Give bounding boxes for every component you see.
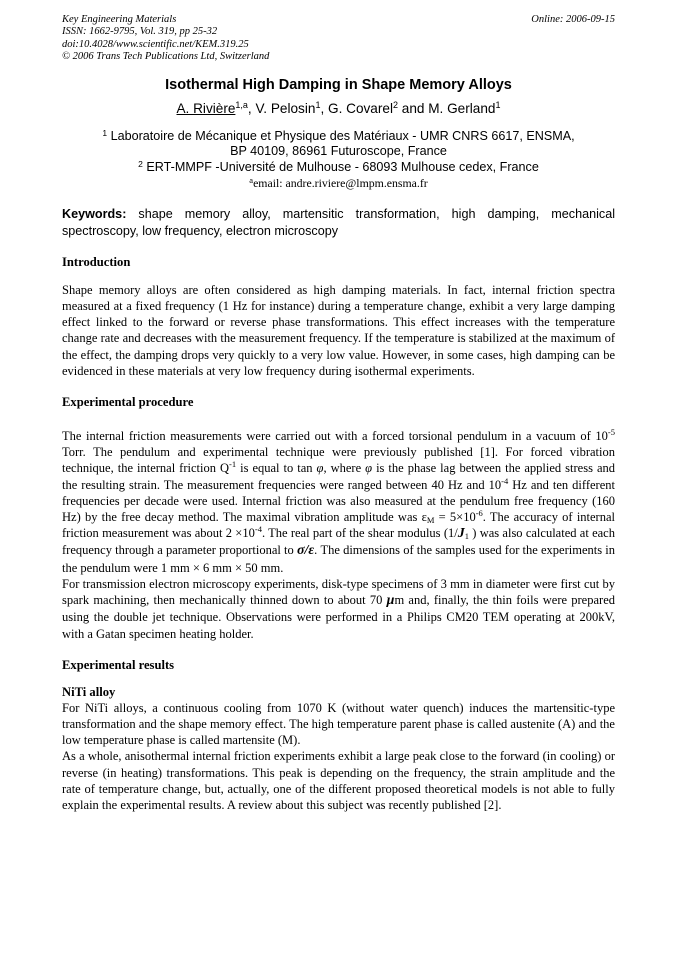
- email-line: [62, 176, 615, 192]
- exponent: -5: [607, 427, 615, 438]
- author-list: [62, 101, 615, 116]
- niti-subheading: NiTi alloy: [62, 684, 116, 699]
- keywords: [62, 206, 615, 238]
- text-run: ) was also calculated at each frequency through a parameter proportional to: [62, 526, 615, 558]
- text-run: . The accuracy of internal friction measurement was about 2 ×10: [62, 510, 615, 541]
- keywords-text: shape memory alloy, martensitic transformation, high damping, mechanical spectroscopy, low frequency, electron microscopy: [62, 207, 615, 238]
- procedure-paragraph-2: [62, 576, 615, 642]
- affiliation-1-line-1: Laboratoire de Mécanique et Physique des Matériaux - UMR CNRS 6617, ENSMA,: [110, 128, 575, 143]
- paper-title: Isothermal High Damping in Shape Memory Alloys: [165, 76, 512, 93]
- author-3: , G. Covarel: [320, 100, 393, 116]
- procedure-heading: Experimental procedure: [62, 395, 194, 410]
- subscript: M: [426, 515, 435, 526]
- text-run: . The dimensions of the samples used for the experiments in the pendulum were 1 mm × 6 mm × 50 mm.: [62, 543, 615, 575]
- text-run: , where: [323, 461, 366, 476]
- text-run: The internal friction measurements were carried out with a forced torsional pendulum in a vacuum of 10: [62, 429, 608, 444]
- affiliation-2-text: ERT-MMPF -Université de Mulhouse - 68093 Mulhouse cedex, France: [146, 160, 539, 175]
- affiliation-1-line-2: BP 40109, 86961 Futuroscope, France: [230, 144, 447, 159]
- affiliation-2: [62, 160, 615, 176]
- procedure-paragraph-1: [62, 428, 615, 576]
- subscript: 1: [464, 531, 469, 542]
- online-date: Online: 2006-09-15: [531, 14, 615, 25]
- issn-line: ISSN: 1662-9795, Vol. 319, pp 25-32: [62, 26, 218, 38]
- affiliation-2-number: 2: [138, 159, 143, 170]
- author-2-affil: 1: [315, 99, 321, 110]
- results-paragraph-1: For NiTi alloys, a continuous cooling from 1070 K (without water quench) induces the martensitic-type transformation and the shape memory effect. The high temperature parent phase is called austenite (A) and the low temperature phase is called martensite (M).: [62, 700, 615, 748]
- exponent: -6: [475, 508, 483, 519]
- affiliation-1-number: 1: [102, 127, 108, 138]
- author-2: , V. Pelosin: [247, 100, 316, 116]
- author-1: A. Rivière: [176, 100, 236, 116]
- email-text: email: andre.riviere@lmpm.ensma.fr: [253, 175, 428, 190]
- affiliations: [62, 129, 615, 192]
- stress-strain-ratio: σ/ε: [296, 543, 315, 559]
- text-run: is equal to tan: [236, 461, 317, 476]
- author-3-affil: 2: [392, 99, 398, 110]
- text-run: Torr. The pendulum and experimental technique were previously published [1]. For forced vibration technique, the internal friction Q: [62, 445, 615, 476]
- journal-header: [62, 14, 615, 64]
- author-1-affil: 1,a: [235, 99, 248, 110]
- copyright-line: © 2006 Trans Tech Publications Ltd, Switzerland: [62, 51, 270, 63]
- exponent: -4: [254, 524, 262, 535]
- affiliation-1: [62, 129, 615, 145]
- author-4-affil: 1: [495, 99, 501, 110]
- doi-line: doi:10.4028/www.scientific.net/KEM.319.25: [62, 38, 249, 50]
- journal-name: Key Engineering Materials: [62, 14, 177, 25]
- phi-symbol: φ: [365, 461, 373, 476]
- text-run: Hz and ten different frequencies per decade were used. Internal friction was also measured at the pendulum free frequency (160 Hz) by the free decay method. The maximal vibration amplitude was ε: [62, 477, 615, 525]
- keywords-label: Keywords:: [62, 207, 127, 222]
- text-run: is the phase lag between the applied stress and the resulting strain. The measurement frequencies were ranged between 40 Hz and 10: [62, 461, 616, 492]
- phi-symbol: φ: [316, 461, 324, 476]
- text-run: = 5×10: [434, 510, 476, 525]
- exponent: -1: [229, 459, 237, 470]
- text-run: m and, finally, the thin foils were prepared using the double jet technique. Observations were performed in a Philips CM20 TEM operating at 200kV, with a Gatan specimen heating holder.: [62, 593, 615, 641]
- results-heading: Experimental results: [62, 657, 175, 672]
- author-4: and M. Gerland: [398, 100, 496, 116]
- introduction-heading: Introduction: [62, 254, 131, 269]
- results-paragraph-2: As a whole, anisothermal internal friction experiments exhibit a large peak close to the forward (in cooling) or reverse (in heating) transformations. This peak is depending on the frequency, the strain amplitude and the rate of temperature change, but, actually, one of the different proposed theoretical models is not able to fully explain the experimental results. A review about this subject was recently published [2].: [62, 749, 615, 812]
- text-run: For transmission electron microscopy experiments, disk-type specimens of 3 mm in diameter were first cut by spark machining, then mechanically thinned down to about 70: [62, 576, 615, 608]
- introduction-paragraph: Shape memory alloys are often considered as high damping materials. In fact, internal friction spectra measured at a fixed frequency (1 Hz for instance) during a temperature change, exhibit a very large damping effect linked to the forward or reverse phase transformations. This effect increases with the temperature change rate and decreases with the measurement frequency. If the temperature is stabilized at the maximum of the effect, the damping drops very quickly to a very low value. However, in some cases, high damping can be evidenced in these materials at very low frequency during isothermal experiments.: [62, 282, 615, 378]
- email-marker: a: [249, 174, 254, 185]
- paper-page: [62, 14, 615, 813]
- text-run: . The real part of the shear modulus (1/: [261, 526, 458, 541]
- compliance-symbol: J: [457, 526, 465, 542]
- exponent: -4: [501, 475, 509, 486]
- mu-symbol: μ: [386, 593, 395, 609]
